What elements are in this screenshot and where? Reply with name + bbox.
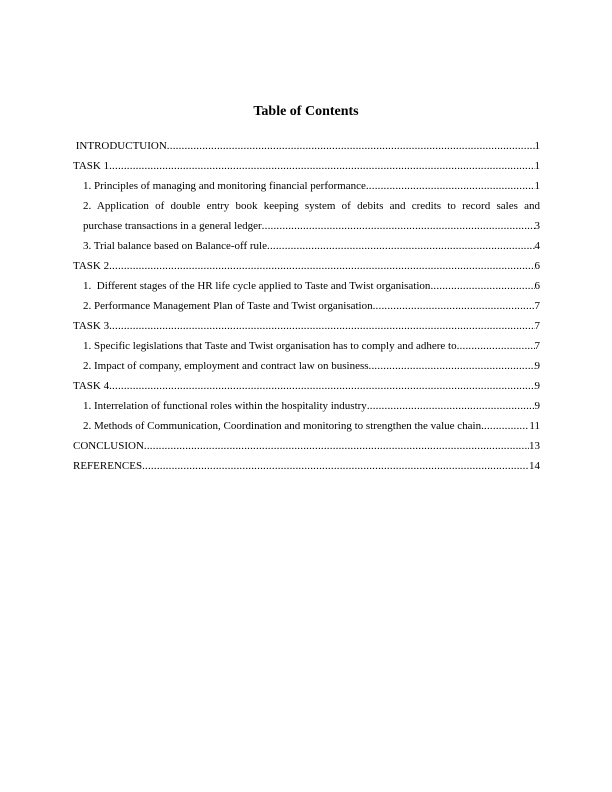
toc-entry-task-4-item-1[interactable] <box>73 393 540 413</box>
toc-leader-dots <box>267 240 535 253</box>
toc-entry-label: purchase transactions in a general ledger <box>83 220 262 232</box>
toc-entry-label: 1. Interrelation of functional roles within the hospitality industry <box>83 400 367 412</box>
toc-entry-page: 6 <box>534 280 540 292</box>
toc-entry-page: 9 <box>534 400 540 412</box>
toc-entry-conclusion[interactable] <box>73 433 540 453</box>
toc-entry-label: TASK 3 <box>73 320 110 332</box>
toc-entry-task-2[interactable] <box>73 253 540 273</box>
toc-entry-page: 7 <box>534 300 540 312</box>
toc-entry-task-1-item-1[interactable] <box>73 173 540 193</box>
toc-leader-dots <box>167 140 535 153</box>
toc-entry-page: 7 <box>534 320 540 332</box>
toc-leader-dots <box>109 380 534 393</box>
toc-entry-task-2-item-1[interactable] <box>73 273 540 293</box>
toc-leader-dots <box>142 460 529 473</box>
toc-entry-task-1[interactable] <box>73 153 540 173</box>
toc-entry-label: 2. Performance Management Plan of Taste and Twist organisation <box>83 300 373 312</box>
toc-entry-task-1-item-3[interactable] <box>73 233 540 253</box>
toc-entry-task-1-item-2-line-1[interactable] <box>73 193 540 213</box>
toc-list <box>73 133 540 473</box>
toc-entry-page: 4 <box>534 240 540 252</box>
toc-entry-task-2-item-2[interactable] <box>73 293 540 313</box>
toc-leader-dots <box>481 420 529 433</box>
toc-leader-dots <box>457 340 535 353</box>
toc-entry-page: 14 <box>529 460 540 472</box>
toc-entry-task-3[interactable] <box>73 313 540 333</box>
toc-entry-page: 9 <box>534 380 540 392</box>
toc-title: Table of Contents <box>253 104 359 119</box>
toc-entry-page: 9 <box>534 360 540 372</box>
toc-entry-label: INTRODUCTUION <box>73 140 167 152</box>
toc-entry-label: REFERENCES <box>73 460 143 472</box>
toc-entry-task-1-item-2[interactable] <box>73 213 540 233</box>
toc-leader-dots <box>144 440 529 453</box>
toc-entry-label: TASK 2 <box>73 260 110 272</box>
toc-entry-label: 2. Impact of company, employment and contract law on business <box>83 360 369 372</box>
toc-leader-dots <box>109 260 534 273</box>
toc-entry-introduction[interactable] <box>73 133 540 153</box>
toc-entry-task-3-item-2[interactable] <box>73 353 540 373</box>
toc-entry-label: TASK 4 <box>73 380 110 392</box>
toc-leader-dots <box>369 360 535 373</box>
toc-leader-dots <box>430 280 534 293</box>
toc-entry-page: 1 <box>534 160 540 172</box>
toc-entry-label: 1. Different stages of the HR life cycle applied to Taste and Twist organisation <box>83 280 431 292</box>
toc-entry-page: 1 <box>534 140 540 152</box>
toc-leader-dots <box>373 300 535 313</box>
toc-leader-dots <box>366 180 535 193</box>
toc-entry-references[interactable] <box>73 453 540 473</box>
toc-entry-label: 3. Trial balance based on Balance-off rule <box>83 240 267 252</box>
toc-entry-task-3-item-1[interactable] <box>73 333 540 353</box>
toc-entry-label: CONCLUSION <box>73 440 144 452</box>
toc-entry-page: 13 <box>529 440 540 452</box>
toc-leader-dots <box>262 220 535 233</box>
toc-entry-label: 1. Principles of managing and monitoring financial performance <box>83 180 366 192</box>
toc-entry-label: 2. Methods of Communication, Coordination and monitoring to strengthen the value chain <box>83 420 482 432</box>
toc-entry-page: 1 <box>534 180 540 192</box>
toc-leader-dots <box>109 160 534 173</box>
toc-entry-page: 7 <box>534 340 540 352</box>
toc-entry-task-4[interactable] <box>73 373 540 393</box>
toc-entry-label: 1. Specific legislations that Taste and Twist organisation has to comply and adhere to <box>83 340 457 352</box>
toc-entry-label: TASK 1 <box>73 160 110 172</box>
toc-entry-label: 2. Application of double entry book keeping system of debits and credits to record sales and <box>83 200 540 212</box>
toc-entry-page: 3 <box>534 220 540 232</box>
toc-entry-page: 6 <box>534 260 540 272</box>
toc-entry-task-4-item-2[interactable] <box>73 413 540 433</box>
toc-leader-dots <box>109 320 534 333</box>
toc-leader-dots <box>367 400 535 413</box>
toc-entry-page: 11 <box>529 420 540 432</box>
